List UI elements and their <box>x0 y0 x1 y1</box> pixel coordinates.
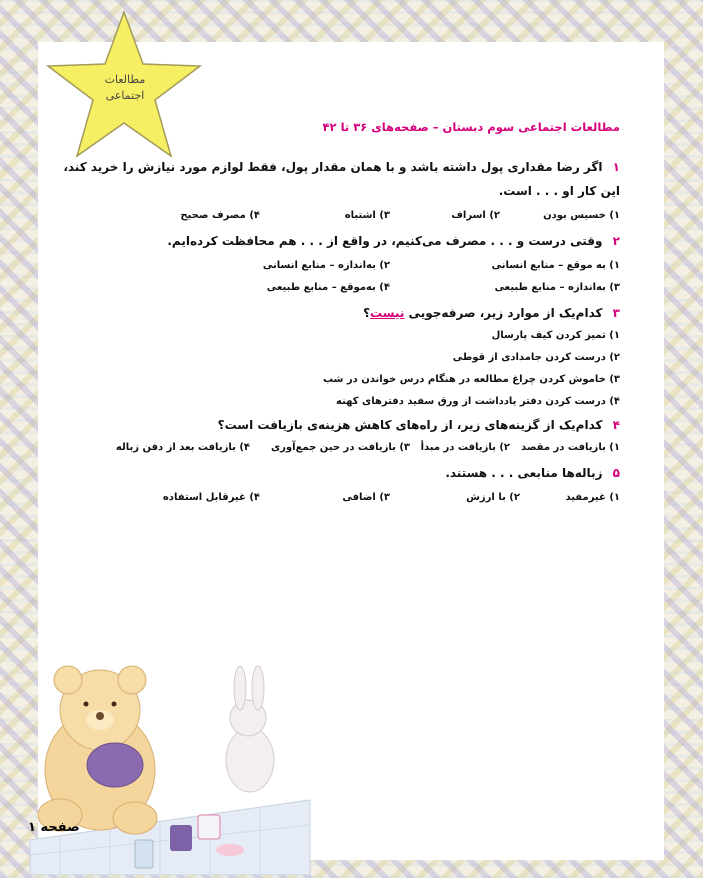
question-text: زباله‌ها منابعی . . . هستند. <box>445 466 603 480</box>
question-emphasis: نیست <box>370 306 405 320</box>
question-4 <box>60 418 620 432</box>
q5-option-3[interactable]: ۳) اضافی <box>342 492 390 503</box>
q5-option-1[interactable]: ۱) غیرمفید <box>565 492 620 503</box>
question-3 <box>60 306 620 320</box>
badge-line1: مطالعات <box>104 73 146 86</box>
question-number: ۲ <box>612 234 620 248</box>
question-number: ۵ <box>612 466 620 480</box>
q4-option-4[interactable]: ۴) بازیافت بعد از دفن زباله <box>115 442 250 453</box>
page-title: مطالعات اجتماعی سوم دبستان – صفحه‌های ۳۶ تا ۴۲ <box>322 120 620 134</box>
question-text: وقتی درست و . . . مصرف می‌کنیم، در واقع از . . . هم محافظت کرده‌ایم. <box>167 234 603 248</box>
question-number: ۳ <box>612 306 620 320</box>
question-text: کدام‌یک از موارد زیر، صرفه‌جویی <box>404 306 603 320</box>
question-mark: ؟ <box>363 306 371 320</box>
star-badge-text <box>70 72 180 104</box>
q2-option-4[interactable]: ۴) به‌موقع – منابع طبیعی <box>266 282 390 293</box>
q4-option-1[interactable]: ۱) بازیافت در مقصد <box>521 442 620 453</box>
q3-option-2[interactable]: ۲) درست کردن جامدادی از قوطی <box>452 352 620 363</box>
question-1 <box>60 160 620 174</box>
q3-option-1[interactable]: ۱) تمیز کردن کیف پارسال <box>491 330 620 341</box>
q1-option-1[interactable]: ۱) خسیس بودن <box>543 210 620 221</box>
q4-option-3[interactable]: ۳) بازیافت در حین جمع‌آوری <box>271 442 410 453</box>
q3-option-3[interactable]: ۳) خاموش کردن چراغ مطالعه در هنگام درس خواندن در شب <box>322 374 620 385</box>
q3-option-4[interactable]: ۴) درست کردن دفتر یادداشت از ورق سفید دفترهای کهنه <box>335 396 620 407</box>
question-number: ۱ <box>612 160 620 174</box>
badge-line2: اجتماعی <box>105 89 145 102</box>
q1-option-2[interactable]: ۲) اسراف <box>451 210 500 221</box>
q2-option-3[interactable]: ۳) به‌اندازه – منابع طبیعی <box>494 282 620 293</box>
teddy-bear-picnic-illustration <box>20 640 320 875</box>
question-text: کدام‌یک از گزینه‌های زیر، از راه‌های کاهش هزینه‌ی بازیافت است؟ <box>217 418 603 432</box>
question-5 <box>60 466 620 480</box>
q5-option-4[interactable]: ۴) غیرقابل استفاده <box>162 492 260 503</box>
q1-option-3[interactable]: ۳) اشتباه <box>344 210 390 221</box>
question-2 <box>60 234 620 248</box>
q4-option-2[interactable]: ۲) بازیافت در مبدأ <box>420 442 510 453</box>
q2-option-2[interactable]: ۲) به‌اندازه – منابع انسانی <box>262 260 390 271</box>
q1-option-4[interactable]: ۴) مصرف صحیح <box>180 210 260 221</box>
question-number: ۴ <box>612 418 620 432</box>
q5-option-2[interactable]: ۲) با ارزش <box>466 492 520 503</box>
question-1-line2: این کار او . . . است. <box>498 184 620 198</box>
page-footer: صفحه ۱ <box>28 820 80 835</box>
question-text: اگر رضا مقداری پول داشته باشد و با همان مقدار پول، فقط لوازم مورد نیازش را خرید کند، <box>63 160 603 174</box>
q2-option-1[interactable]: ۱) به موقع – منابع انسانی <box>491 260 620 271</box>
